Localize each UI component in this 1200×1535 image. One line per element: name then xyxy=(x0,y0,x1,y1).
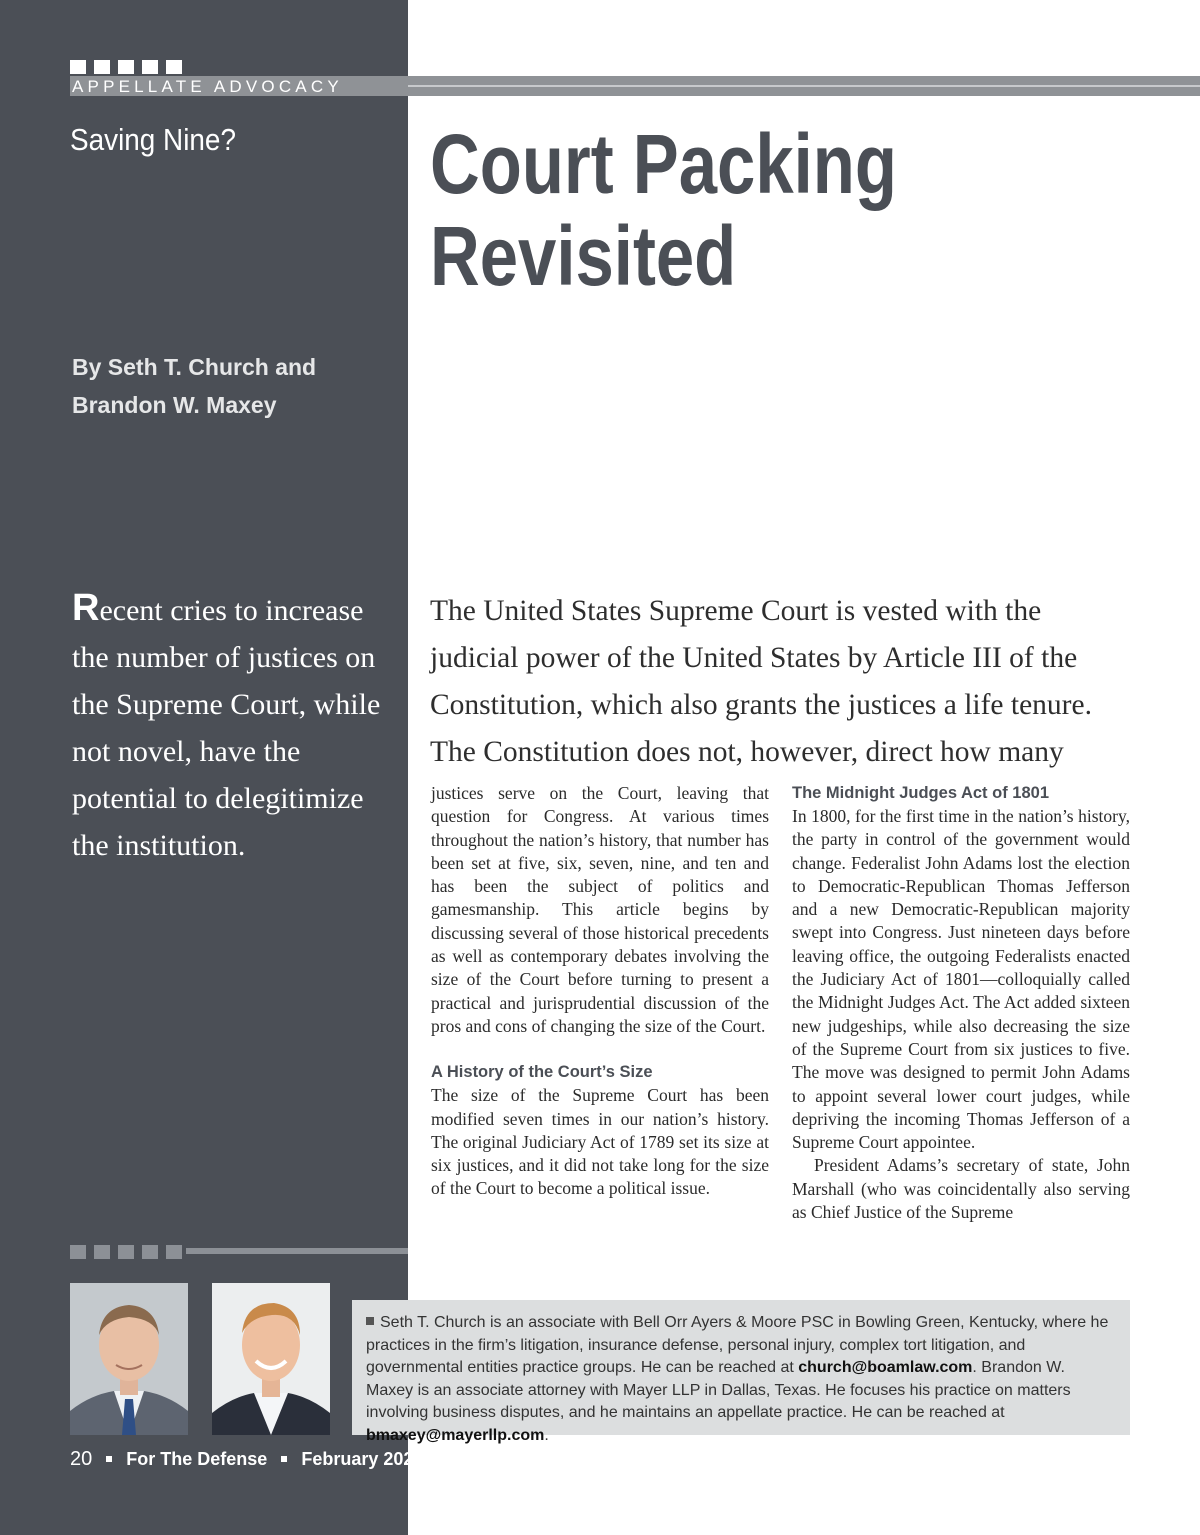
lead-line: Constitution, which also grants the justices a life tenure. xyxy=(430,689,1092,721)
marker-square xyxy=(118,1245,134,1259)
page-footer xyxy=(70,1448,423,1471)
section-heading: A History of the Court’s Size xyxy=(431,1063,653,1082)
email-link-maxey[interactable]: bmaxey@mayerllp.com xyxy=(366,1426,545,1444)
pull-quote-dropcap: R xyxy=(72,587,100,629)
headline-line-1: Court Packing xyxy=(430,117,897,211)
body-column-2 xyxy=(792,782,1130,1224)
bio-bullet-icon xyxy=(366,1317,374,1325)
page-number: 20 xyxy=(70,1448,93,1470)
headline-line-2: Revisited xyxy=(430,209,737,303)
footer-separator-icon xyxy=(281,1456,287,1462)
article-headline xyxy=(430,118,1053,302)
lead-line: The United States Supreme Court is vested with the xyxy=(430,595,1042,627)
body-paragraph: The size of the Supreme Court has been modified seven times in our nation’s history. The original Judiciary Act of 1789 set its size at six justices, and it did not take long for the size of the Court to become a political issue. xyxy=(431,1085,769,1199)
byline-line-2: Brandon W. Maxey xyxy=(72,392,277,418)
author-bio-box xyxy=(352,1300,1130,1444)
author-rule xyxy=(186,1248,408,1254)
author-photo-maxey xyxy=(212,1283,330,1435)
byline xyxy=(72,348,316,424)
marker-square xyxy=(70,60,86,74)
marker-square xyxy=(94,1245,110,1259)
marker-square xyxy=(142,60,158,74)
lead-paragraph xyxy=(430,588,1140,776)
body-paragraph: justices serve on the Court, leaving that question for Congress. At various times throughout the nation’s history, that number has been set at five, six, seven, nine, and ten and has been the subject of politics and gamesmanship. This article begins by discussing several of those historical precedents as well as contemporary debates involving the size of the Court before turning to present a practical and jurisprudential discussion of the pros and cons of changing the size of the Court. xyxy=(431,783,769,1036)
author-photo-church xyxy=(70,1283,188,1435)
author-portrait-icon xyxy=(212,1283,330,1435)
marker-square xyxy=(70,1245,86,1259)
body-column-1 xyxy=(431,782,769,1201)
byline-line-1: By Seth T. Church and xyxy=(72,354,317,380)
bio-text: Seth T. Church is an associate with Bell Orr Ayers & Moore PSC in Bowling Green, Kentucky, where he practices in the firm’s litigation, insurance defense, personal injury, complex tort litigation, and governmental entities practice groups. He can be reached at xyxy=(366,1314,1109,1376)
issue-date: February 2021 xyxy=(301,1449,424,1469)
marker-square xyxy=(166,60,182,74)
header-rule-line xyxy=(408,85,1200,87)
section-heading: The Midnight Judges Act of 1801 xyxy=(792,784,1049,802)
body-paragraph: President Adams’s secretary of state, John Marshall (who was coincidentally also serving as Chief Justice of the Supreme xyxy=(792,1155,1130,1223)
author-portrait-icon xyxy=(70,1283,188,1435)
publication-name: For The Defense xyxy=(126,1449,268,1469)
marker-square xyxy=(118,60,134,74)
section-marker-squares xyxy=(70,60,182,74)
pull-quote xyxy=(72,585,392,869)
author-marker-squares xyxy=(70,1245,182,1259)
bio-text: . xyxy=(544,1426,549,1444)
pull-quote-text: ecent cries to increase the number of justices on the Supreme Court, while not novel, have the potential to delegitimize the institution. xyxy=(72,594,381,862)
bio-text: . Brandon W. Maxey is an associate attorney with Mayer LLP in Dallas, Texas. He focuses his practice on matters involving business disputes, and he maintains an appellate practice. He can be reached at xyxy=(366,1359,1071,1421)
email-link-church[interactable]: church@boamlaw.com xyxy=(798,1359,973,1376)
footer-separator-icon xyxy=(106,1456,112,1462)
marker-square xyxy=(94,60,110,74)
lead-line: judicial power of the United States by Article III of the xyxy=(430,642,1078,674)
marker-square xyxy=(142,1245,158,1259)
article-kicker: Saving Nine? xyxy=(70,122,236,157)
lead-line: The Constitution does not, however, direct how many xyxy=(430,736,1064,768)
section-label: APPELLATE ADVOCACY xyxy=(72,77,343,96)
body-paragraph: In 1800, for the first time in the nation’s history, the party in control of the government would change. Federalist John Adams lost the election to Democratic-Republican Thomas Jefferson and a new Democratic-Republican majority swept into Congress. Just nineteen days before leaving office, the outgoing Federalists enacted the Judiciary Act of 1801—colloquially called the Midnight Judges Act. The Act added sixteen new judgeships, while also decreasing the size of the Supreme Court from six justices to five. The move was designed to permit John Adams to appoint several lower court judges, while depriving the incoming Thomas Jefferson of a Supreme Court appointee. xyxy=(792,806,1130,1153)
marker-square xyxy=(166,1245,182,1259)
